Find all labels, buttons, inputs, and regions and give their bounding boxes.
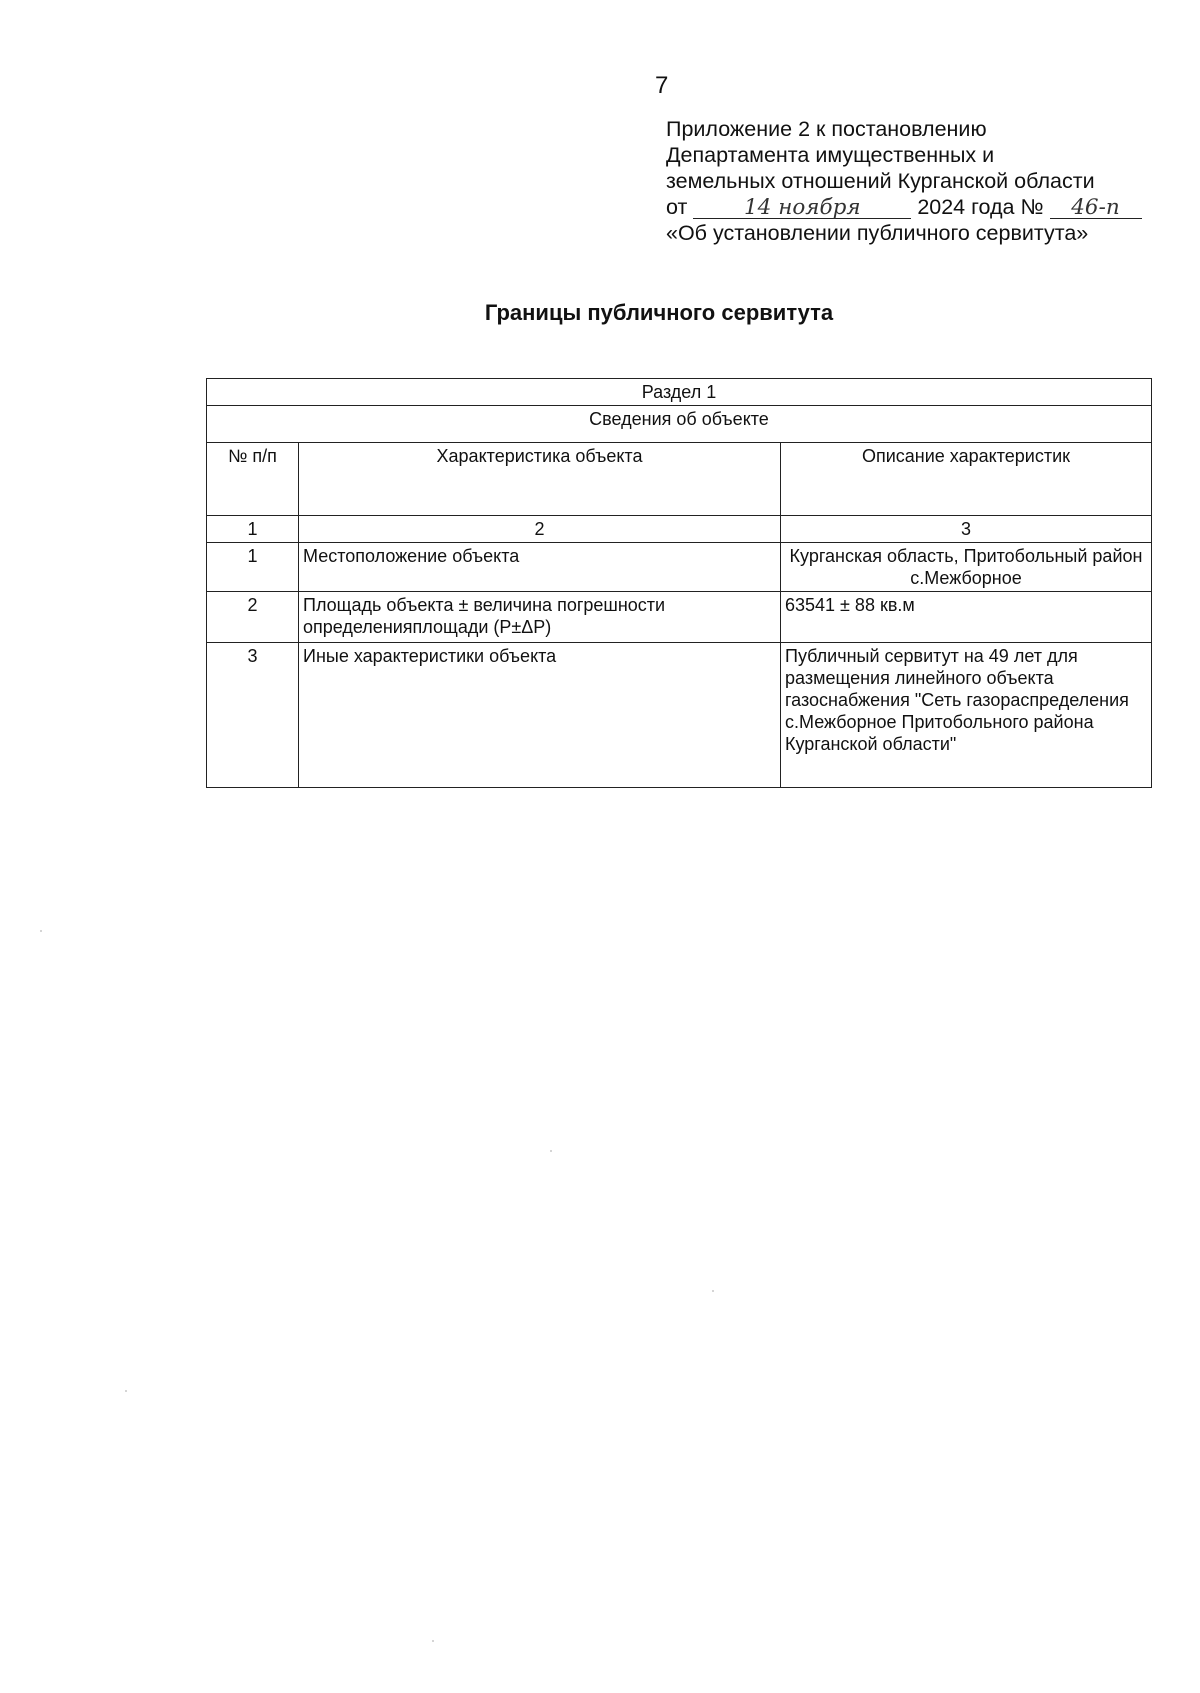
- appendix-line-5: «Об установлении публичного сервитута»: [666, 221, 1089, 245]
- object-info-table: [206, 378, 1152, 788]
- row-number: 2: [207, 592, 299, 643]
- row-description: Публичный сервитут на 49 лет для размещения линейного объекта газоснабжения "Сеть газораспределения с.Межборное Притобольного района Курганской области": [781, 643, 1152, 788]
- row-description: 63541 ± 88 кв.м: [781, 592, 1152, 643]
- subtitle-row: [207, 406, 1152, 443]
- table-row: [207, 592, 1152, 643]
- appendix-line-3: земельных отношений Курганской области: [666, 169, 1095, 193]
- appendix-line-2: Департамента имущественных и: [666, 143, 995, 167]
- header-description: Описание характеристик: [781, 443, 1152, 516]
- appendix-reference: [666, 116, 1186, 246]
- row-number: 3: [207, 643, 299, 788]
- section-title: Раздел 1: [207, 379, 1152, 406]
- scan-speck: [125, 1390, 127, 1392]
- scan-speck: [550, 1150, 552, 1152]
- page-number: 7: [655, 72, 669, 99]
- row-description: Курганская область, Притобольный район с.Межборное: [781, 543, 1152, 592]
- handwritten-date: 14 ноября: [693, 198, 911, 219]
- section-subtitle: Сведения об объекте: [207, 406, 1152, 443]
- row-characteristic: Иные характеристики объекта: [299, 643, 781, 788]
- scan-speck: [432, 1640, 434, 1642]
- scan-speck: [712, 1290, 714, 1292]
- appendix-line-4: [666, 194, 1186, 220]
- column-index-row: [207, 516, 1152, 543]
- appendix-line-1: Приложение 2 к постановлению: [666, 117, 987, 141]
- column-index-3: 3: [781, 516, 1152, 543]
- header-number: № п/п: [207, 443, 299, 516]
- year-text: 2024 года №: [917, 195, 1044, 219]
- document-title: Границы публичного сервитута: [484, 300, 834, 325]
- row-characteristic: Площадь объекта ± величина погрешности определенияплощади (Р±ΔР): [299, 592, 781, 643]
- header-characteristic: Характеристика объекта: [299, 443, 781, 516]
- row-number: 1: [207, 543, 299, 592]
- column-index-1: 1: [207, 516, 299, 543]
- row-characteristic: Местоположение объекта: [299, 543, 781, 592]
- date-prefix: от: [666, 195, 688, 219]
- column-index-2: 2: [299, 516, 781, 543]
- section-row: [207, 379, 1152, 406]
- table-row: [207, 543, 1152, 592]
- handwritten-number: 46-п: [1050, 198, 1142, 219]
- scan-speck: [40, 930, 42, 932]
- table-row: [207, 643, 1152, 788]
- header-row: [207, 443, 1152, 516]
